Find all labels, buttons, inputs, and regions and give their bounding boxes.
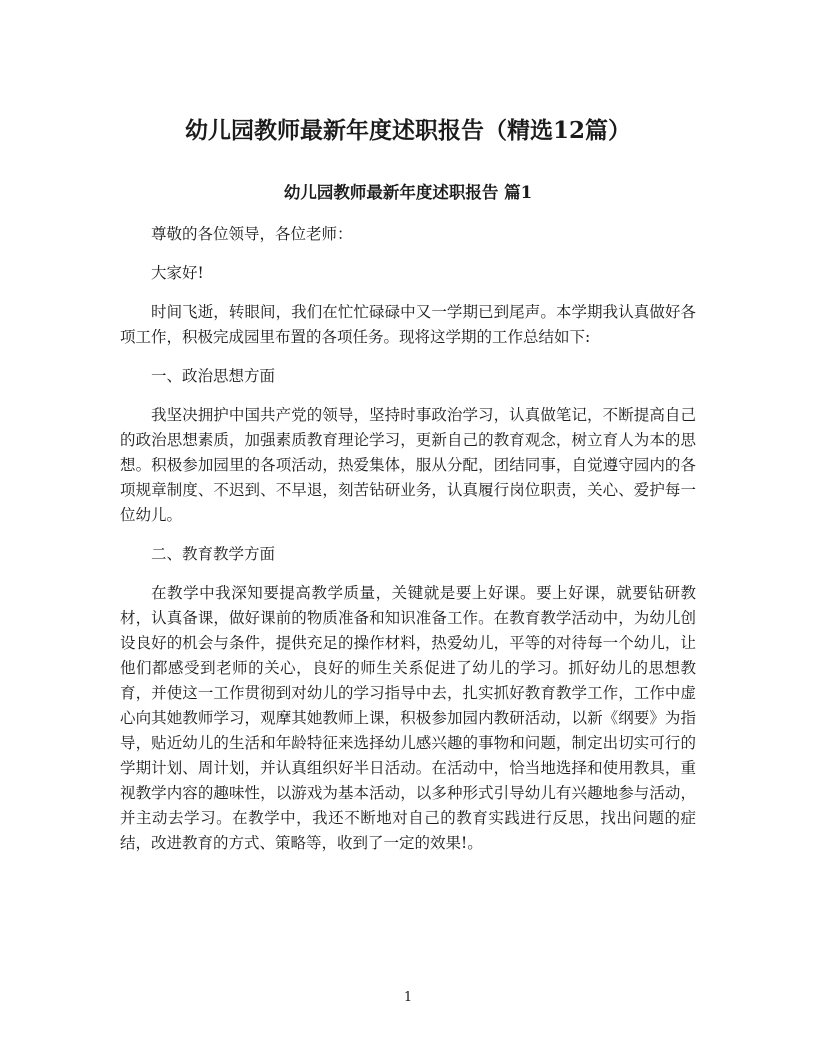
teaching-paragraph: 在教学中我深知要提高教学质量，关键就是要上好课。要上好课，就要钻研教材，认真备课，做好课前的物质准备和知识准备工作。在教育教学活动中，为幼儿创设良好的机会与条件，提供充足的操作材料，热爱幼儿，平等的对待每一个幼儿，让他们都感受到老师的关心，良好的师生关系促进了幼儿的学习。抓好幼儿的思想教育，并使这一工作贯彻到对幼儿的学习指导中去，扎实抓好教育教学工作，工作中虚心向其她教师学习，观摩其她教师上课，积极参加园内教研活动，以新《纲要》为指导，贴近幼儿的生活和年龄特征来选择幼儿感兴趣的事物和问题，制定出切实可行的学期计划、周计划，并认真组织好半日活动。在活动中，恰当地选择和使用教具，重视教学内容的趣味性，以游戏为基本活动，以多种形式引导幼儿有兴趣地参与活动，并主动去学习。在教学中，我还不断地对自己的教育实践进行反思，找出问题的症结，改进教育的方式、策略等，收到了一定的效果!。 [120,584,696,852]
page-number: 1 [403,990,413,1005]
political-thought-paragraph: 我坚决拥护中国共产党的领导，坚持时事政治学习，认真做笔记，不断提高自己的政治思想素质，加强素质教育理论学习，更新自己的教育观念，树立育人为本的思想。积极参加园里的各项活动，热爱集体，服从分配，团结同事，自觉遵守园内的各项规章制度、不迟到、不早退，刻苦钻研业务，认真履行岗位职责，关心、爱护每一位幼儿。 [120,406,696,524]
document-title: 幼儿园教师最新年度述职报告（精选12篇） [184,117,631,144]
greeting-paragraph: 大家好! [151,264,204,282]
intro-paragraph: 时间飞逝，转眼间，我们在忙忙碌碌中又一学期已到尾声。本学期我认真做好各项工作，积极完成园里布置的各项任务。现将这学期的工作总结如下: [120,303,696,346]
salutation-paragraph: 尊敬的各位领导，各位老师： [151,225,353,243]
heading-political-thought: 一、政治思想方面 [151,367,276,385]
section-title: 幼儿园教师最新年度述职报告 篇1 [283,183,533,202]
document-body [120,222,696,870]
heading-teaching: 二、教育教学方面 [151,545,276,563]
